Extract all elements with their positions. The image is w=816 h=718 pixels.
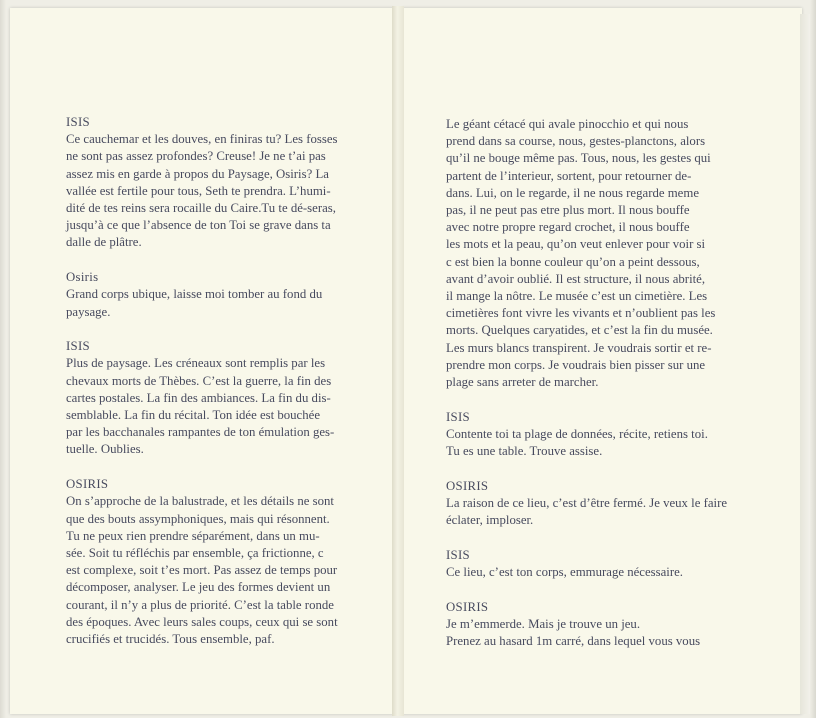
right-page-text [446, 116, 728, 668]
text-line: prend dans sa course, nous, gestes-planctons, alors [446, 134, 706, 149]
text-line: Contente toi ta plage de données, récite, retiens toi. [446, 426, 708, 441]
text-line: assez mis en garde à propos du Paysage, Osiris? La [66, 166, 329, 181]
text-line: plage sans arreter de marcher. [446, 375, 599, 390]
dialogue-block [446, 116, 728, 391]
text-line: Grand corps ubique, laisse moi tomber au fond du [66, 287, 323, 302]
text-line: La raison de ce lieu, c’est d’être fermé. Je veux le faire [446, 496, 728, 511]
text-line: Les murs blancs transpirent. Je voudrais sortir et re- [446, 340, 712, 355]
text-line: Prenez au hasard 1m carré, dans lequel vous vous [446, 634, 701, 649]
speaker-name: OSIRIS [66, 477, 109, 492]
dialogue-block [446, 599, 728, 651]
text-line: cartes postales. La fin des ambiances. La fin du dis- [66, 390, 331, 405]
text-line: Plus de paysage. Les créneaux sont remplis par les [66, 356, 326, 371]
text-line: On s’approche de la balustrade, et les détails ne sont [66, 494, 334, 509]
dialogue-block [66, 114, 348, 252]
speaker-name: ISIS [446, 409, 470, 424]
text-line: des époques. Avec leurs sales coups, ceux qui se sont [66, 614, 338, 629]
text-line: les mots et la peau, qu’on veut enlever pour voir si [446, 237, 706, 252]
speaker-name: Osiris [66, 270, 99, 285]
text-line: ne sont pas assez profondes? Creuse! Je ne t’ai pas [66, 149, 326, 164]
dialogue-block [66, 269, 348, 321]
speaker-name: ISIS [446, 547, 470, 562]
text-line: par les bacchanales rampantes de ton émulation ges- [66, 425, 335, 440]
text-line: Je m’emmerde. Mais je trouve un jeu. [446, 617, 641, 632]
text-line: est complexe, soit t’es mort. Pas assez de temps pour [66, 563, 338, 578]
dialogue-block [446, 547, 728, 581]
text-line: qu’il ne bouge même pas. Tous, nous, les gestes qui [446, 151, 711, 166]
text-line: dalle de plâtre. [66, 235, 142, 250]
text-line: avec notre propre regard crochet, il nous bouffe [446, 220, 690, 235]
text-line: c est bien la bonne couleur qu’on a peint dessous, [446, 254, 700, 269]
dialogue-block [446, 478, 728, 530]
speaker-name: OSIRIS [446, 478, 489, 493]
text-line: Tu es une table. Trouve assise. [446, 444, 603, 459]
text-line: chevaux morts de Thèbes. C’est la guerre, la fin des [66, 373, 332, 388]
text-line: sée. Soit tu réfléchis par ensemble, ça frictionne, c [66, 545, 324, 560]
text-line: il mange la nôtre. Le musée c’est un cimetière. Les [446, 289, 708, 304]
dialogue-block [66, 476, 348, 648]
left-page-text [66, 114, 348, 666]
text-line: Ce cauchemar et les douves, en finiras tu? Les fosses [66, 132, 338, 147]
text-line: dité de tes reins sera rocaille du Caire.Tu te dé-seras, [66, 201, 336, 216]
speaker-name: ISIS [66, 115, 90, 129]
speaker-name: OSIRIS [446, 599, 489, 614]
speaker-name: ISIS [66, 339, 90, 354]
text-line: crucifiés et trucidés. Tous ensemble, paf. [66, 631, 275, 646]
text-line: courant, il n’y a plus de priorité. C’est la table ronde [66, 597, 334, 612]
text-line: avant d’avoir oublié. Il est structure, il nous abrité, [446, 271, 706, 286]
text-line: cimetières font vivre les vivants et n’oublient pas les [446, 306, 716, 321]
text-line: prendre mon corps. Je voudrais bien pisser sur une [446, 357, 706, 372]
text-line: Tu ne peux rien prendre séparément, dans un mu- [66, 528, 320, 543]
dialogue-block [66, 338, 348, 458]
text-line: dans. Lui, on le regarde, il ne nous regarde meme [446, 185, 700, 200]
text-line: éclater, imploser. [446, 513, 534, 528]
text-line: vallée est fertile pour tous, Seth te prendra. L’humi- [66, 183, 331, 198]
text-line: tuelle. Oublies. [66, 442, 144, 457]
book-gutter [392, 6, 404, 716]
text-line: partent de l’interieur, sortent, pour retourner de- [446, 168, 692, 183]
page-stack-edge [800, 14, 810, 714]
text-line: Le géant cétacé qui avale pinocchio et qui nous [446, 117, 689, 131]
text-line: morts. Quelques caryatides, et c’est la fin du musée. [446, 323, 713, 338]
text-line: jusqu’à ce que l’absence de ton Toi se grave dans ta [66, 218, 331, 233]
dialogue-block [446, 409, 728, 461]
text-line: paysage. [66, 304, 111, 319]
text-line: pas, il ne peut pas etre plus mort. Il nous bouffe [446, 203, 690, 218]
text-line: que des bouts assymphoniques, mais qui résonnent. [66, 511, 330, 526]
text-line: semblable. La fin du récital. Ton idée est bouchée [66, 408, 321, 423]
text-line: décomposer, analyser. Le jeu des formes devient un [66, 580, 331, 595]
text-line: Ce lieu, c’est ton corps, emmurage nécessaire. [446, 565, 684, 580]
